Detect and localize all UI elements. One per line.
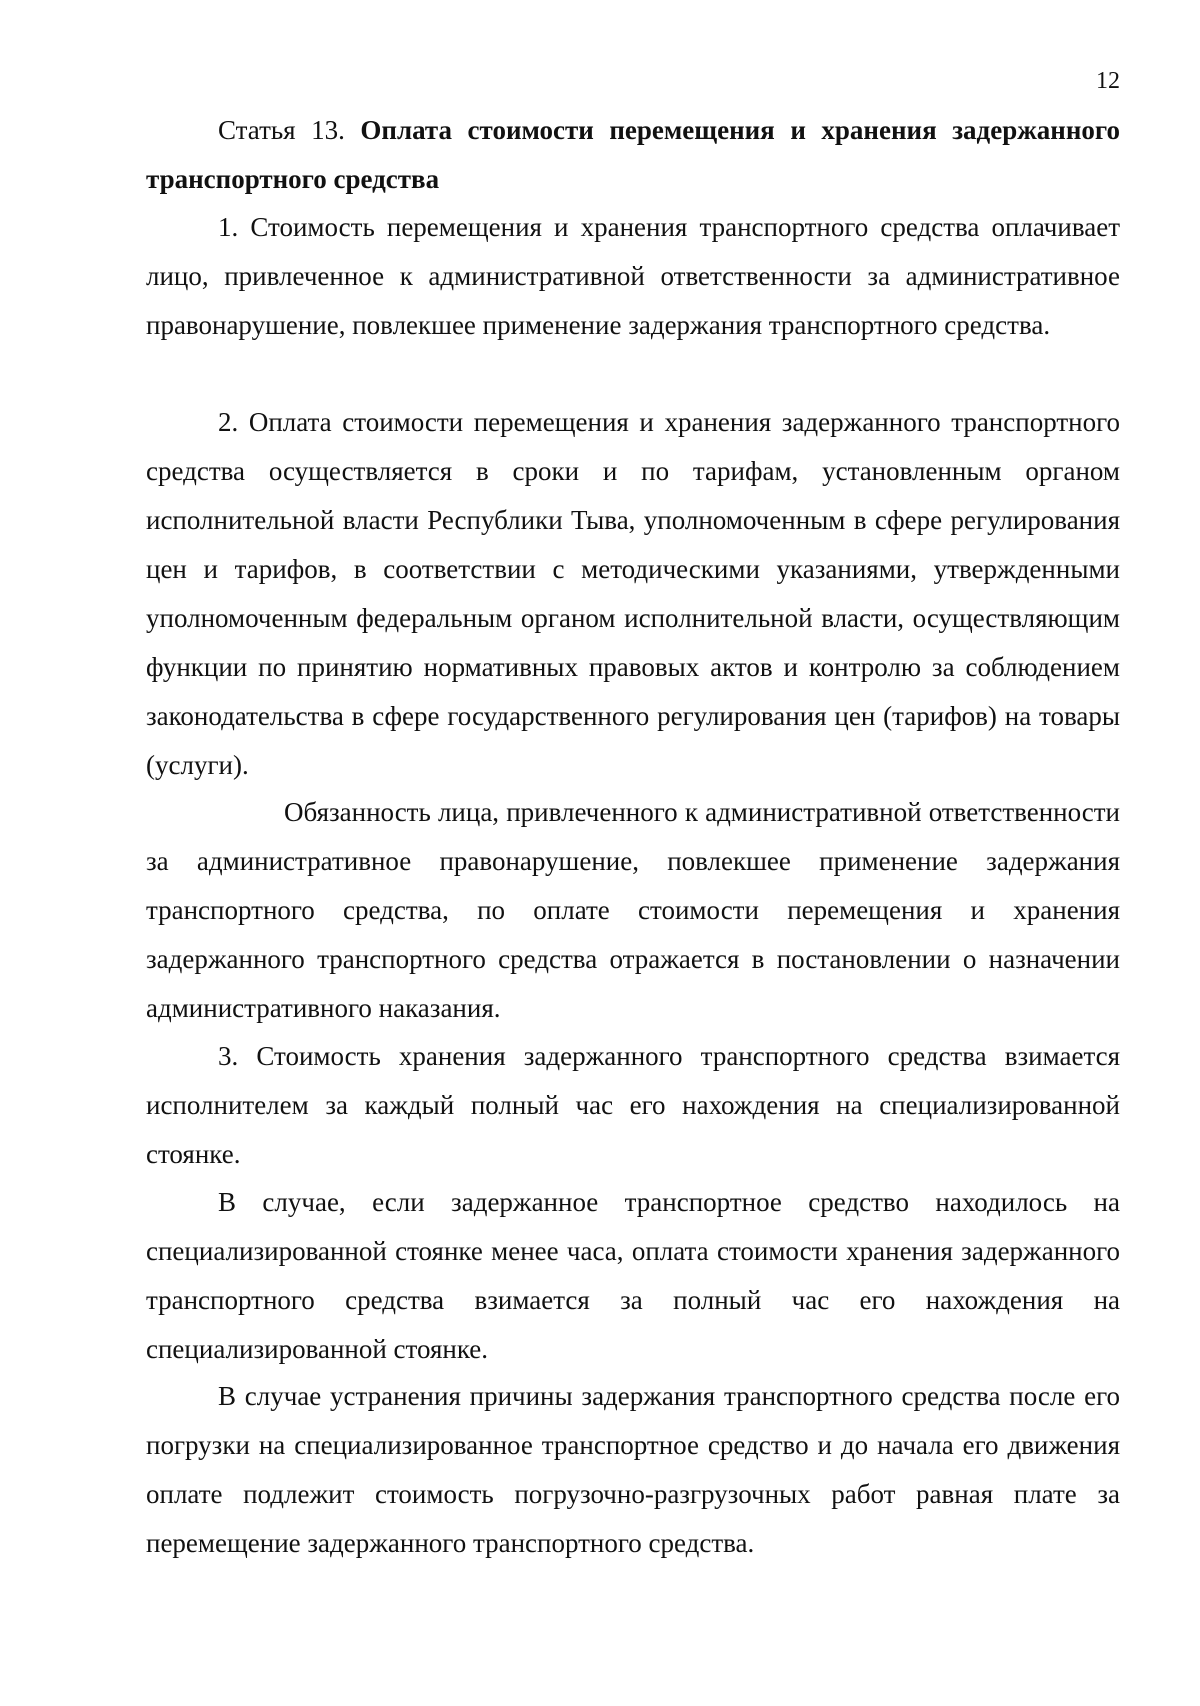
article-title: Оплата стоимости перемещения и хранения задержанного транспортного средства	[146, 115, 1120, 194]
paragraph-text: В случае, если задержанное транспортное средство находилось на специализированной стоянке менее часа, оплата стоимости хранения задержанного транспортного средства взимается за полный час его нахождения на специализированной стоянке.	[146, 1187, 1120, 1364]
paragraph-2-continuation	[146, 788, 1120, 1033]
paragraph-3-case-less-than-hour	[146, 1178, 1120, 1374]
paragraph-text: 2. Оплата стоимости перемещения и хранения задержанного транспортного средства осуществляется в сроки и по тарифам, установленным органом исполнительной власти Республики Тыва, уполномоченным в сфере регулирования цен и тарифов, в соответствии с методическими указаниями, утвержденными уполномоченным федеральным органом исполнительной власти, осуществляющим функции по принятию нормативных правовых актов и контролю за соблюдением законодательства в сфере государственного регулирования цен (тарифов) на товары (услуги).	[146, 407, 1120, 780]
paragraph-3-case-cause-removed	[146, 1372, 1120, 1568]
paragraph-text: 3. Стоимость хранения задержанного транспортного средства взимается исполнителем за каждый полный час его нахождения на специализированной стоянке.	[146, 1041, 1120, 1169]
paragraph-text: В случае устранения причины задержания транспортного средства после его погрузки на специализированное транспортное средство и до начала его движения оплате подлежит стоимость погрузочно-разгрузочных работ равная плате за перемещение задержанного транспортного средства.	[146, 1381, 1120, 1558]
paragraph-2	[146, 398, 1120, 790]
paragraph-1	[146, 203, 1120, 350]
paragraph-text: 1. Стоимость перемещения и хранения транспортного средства оплачивает лицо, привлеченное к административной ответственности за административное правонарушение, повлекшее применение задержания транспортного средства.	[146, 212, 1120, 340]
paragraph-text: Обязанность лица, привлеченного к административной ответственности за административное правонарушение, повлекшее применение задержания транспортного средства, по оплате стоимости перемещения и хранения задержанного транспортного средства отражается в постановлении о назначении административного наказания.	[146, 797, 1120, 1023]
paragraph-3	[146, 1032, 1120, 1179]
page-number: 12	[1096, 68, 1120, 94]
article-number: Статья 13.	[218, 115, 345, 145]
article-heading	[146, 106, 1120, 204]
